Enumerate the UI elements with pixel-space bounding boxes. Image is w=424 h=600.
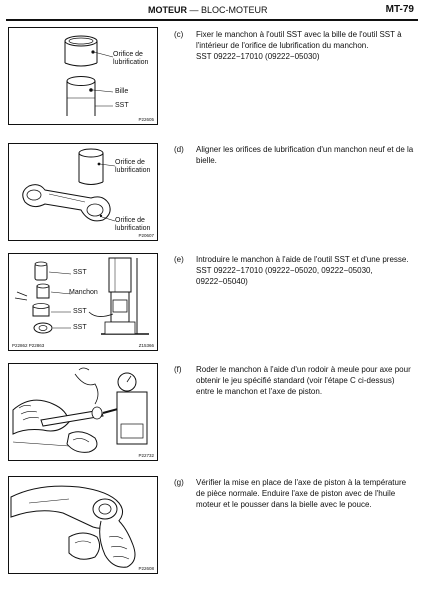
page-number: MT-79 [385,4,414,15]
step-sst: SST 09222−17010 (09222−05020, 09222−05030, 09222−05040) [196,266,373,286]
header-title [148,5,268,15]
figure-code-left: P22862 P22863 [12,343,45,348]
bushing-tool-illustration [9,28,156,123]
header-dash: — [189,5,199,15]
step-e [174,254,414,287]
step-text: Roder le manchon à l'aide d'un rodoir à meule pour axe pour obtenir le jeu spécifié standard (voir l'étape C ci-dessus) entre le manchon et l'axe de piston. [196,365,411,396]
piston-pin-illustration [9,477,156,572]
label-bushing: Manchon [69,289,98,296]
label-sst: SST [115,102,129,109]
figure-insert-piston-pin [8,476,158,574]
step-letter: (f) [174,365,182,374]
step-g [174,477,414,510]
label-sst-middle: SST [73,308,87,315]
figure-code: P22605 [138,117,154,122]
figure-hone-bushing [8,363,158,461]
figure-press-bushing [8,253,158,351]
step-letter: (e) [174,255,184,264]
label-oil-hole-bushing: Orifice de lubrification [115,159,151,174]
figure-code: Z15366 [138,343,154,348]
step-f [174,364,414,397]
step-sst: SST 09222−17010 (09222−05030) [196,52,320,61]
label-ball: Bille [115,88,129,95]
label-oil-hole-rod: Orifice de lubrification [115,217,151,232]
honing-illustration [9,364,156,459]
step-text: Vérifier la mise en place de l'axe de piston à la température de pièce normale. Enduire l'axe de piston avec de l'huile moteur et le pousser dans la bielle avec le pouce. [196,478,407,509]
label-sst-top: SST [73,269,87,276]
page-header [0,0,424,20]
header-section: MOTEUR [148,5,187,15]
figure-code: P22608 [138,566,154,571]
step-letter: (g) [174,478,184,487]
step-text: Fixer le manchon à l'outil SST avec la bille de l'outil SST à l'intérieur de l'orifice de lubrification du manchon. [196,30,402,50]
step-letter: (c) [174,30,184,39]
step-d [174,144,414,166]
label-oil-hole: Orifice de lubrification [113,51,149,66]
header-rule [6,19,418,21]
figure-bushing-on-tool [8,27,158,125]
step-letter: (d) [174,145,184,154]
figure-align-oil-holes [8,143,158,241]
step-c [174,29,414,62]
figure-code: P20607 [138,233,154,238]
step-text: Aligner les orifices de lubrification d'un manchon neuf et de la bielle. [196,145,414,165]
label-sst-bottom: SST [73,324,87,331]
step-text: Introduire le manchon à l'aide de l'outil SST et d'une presse. [196,255,409,264]
header-subsection: BLOC-MOTEUR [201,5,268,15]
figure-code: P22732 [138,453,154,458]
